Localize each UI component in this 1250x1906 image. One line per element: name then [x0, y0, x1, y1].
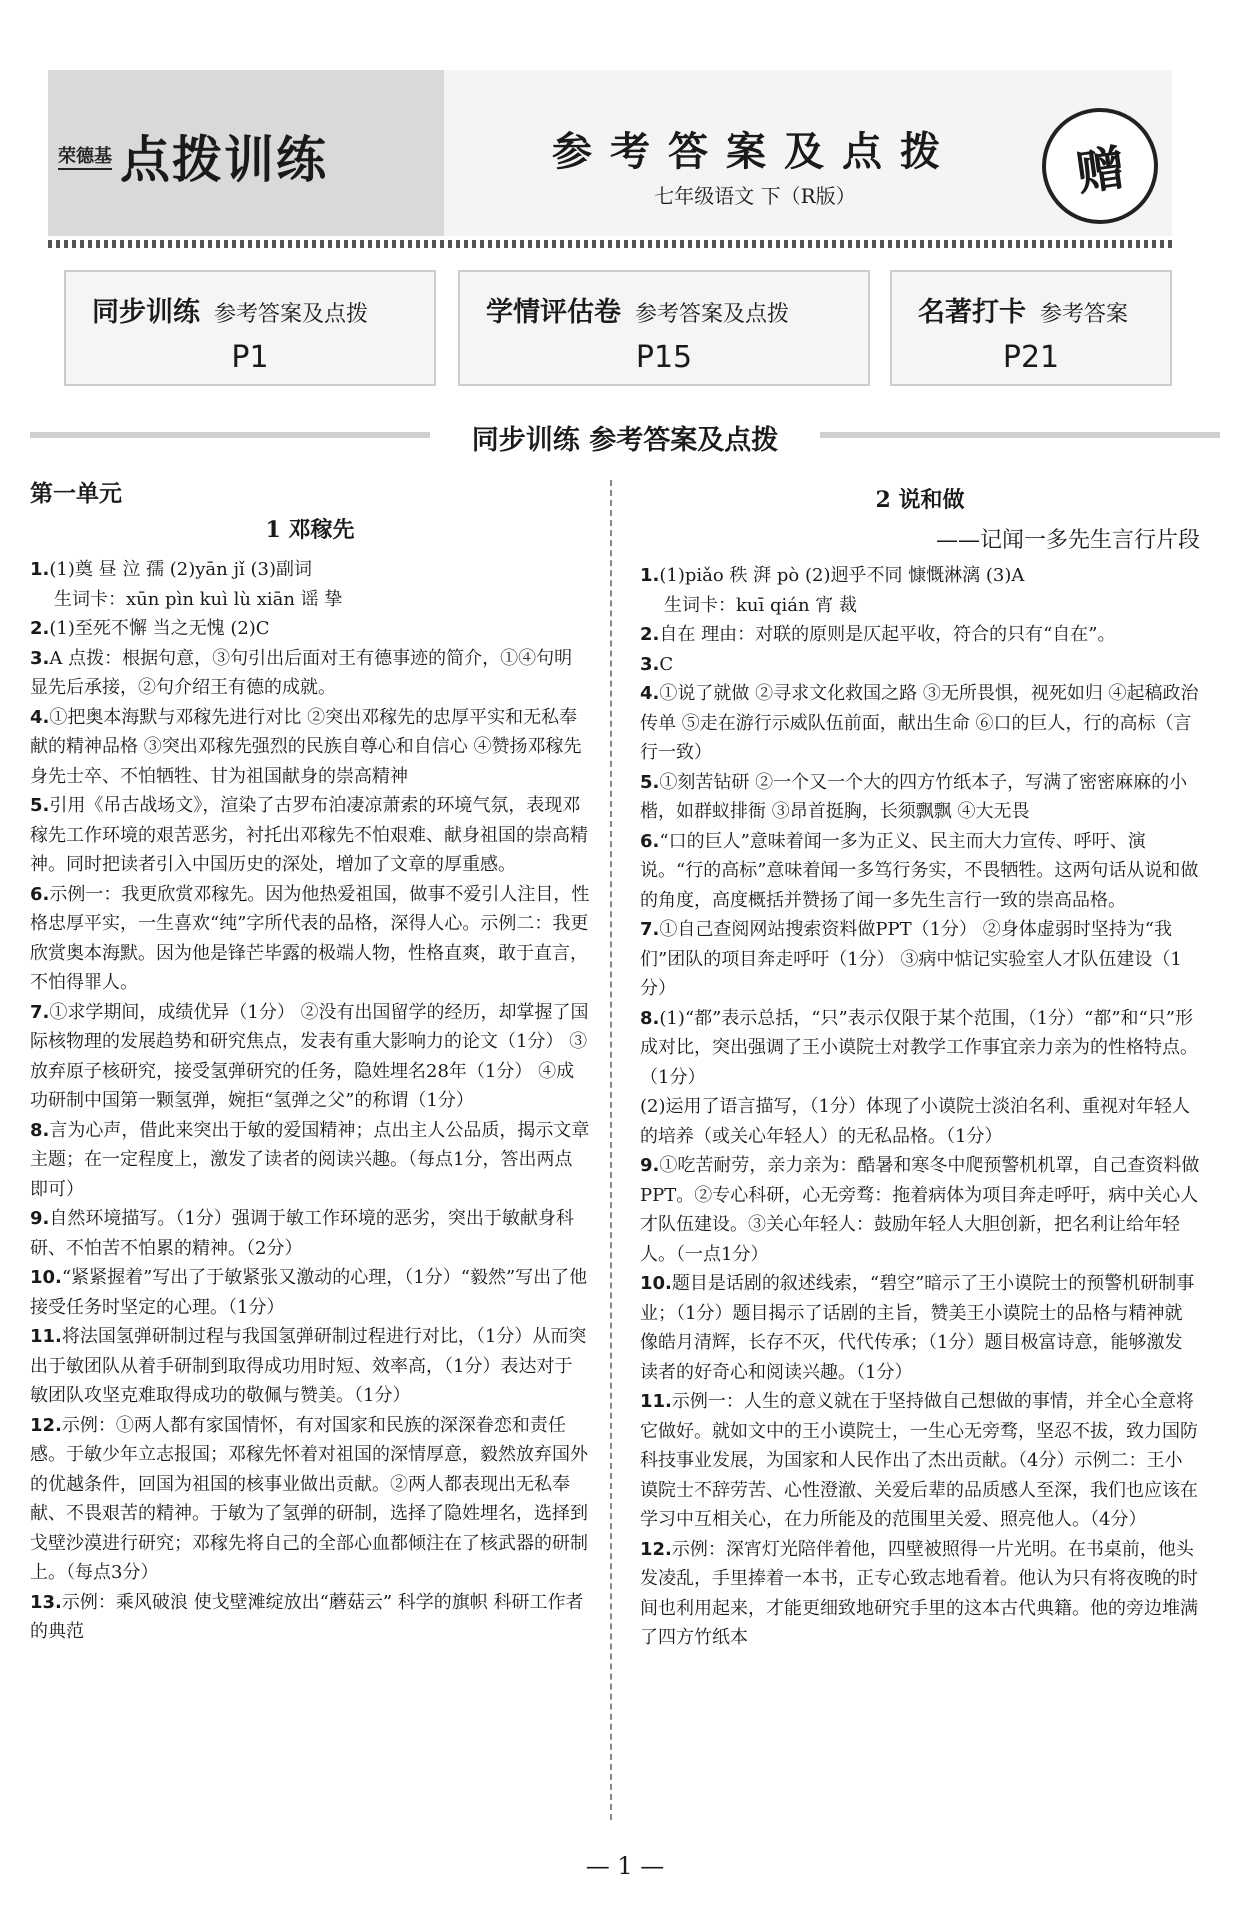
- answer-text: 生词卡：xūn pìn kuì lù xiān 谣 挚: [54, 588, 343, 610]
- answer-item: [30, 1116, 590, 1205]
- left-answer-list: [30, 555, 590, 1647]
- answer-number: 11.: [30, 1326, 62, 1347]
- answer-text: ①自己查阅网站搜索资料做PPT（1分） ②身体虚弱时坚持为“我们”团队的项目奔走呼吁（1分） ③病中惦记实验室人才队伍建设（1分）: [640, 919, 1182, 999]
- answer-number: 10.: [30, 1267, 62, 1288]
- answer-item: [54, 585, 590, 615]
- lesson-subtitle: ——记闻一多先生言行片段: [935, 527, 1200, 553]
- answer-number: 4.: [30, 706, 50, 728]
- answer-text: 示例一：人生的意义就在于坚持做自己想做的事情，并全心全意将它做好。就如文中的王小谟院士，一生心无旁骛，坚忍不拔，致力国防科技事业发展，为国家和人民作出了杰出贡献。（4分）示例二：王小谟院士不辞劳苦、心性澄澈、关爱后辈的品质感人至深，我们也应该在学习中互相关心，在力所能及的范围里关爱、照亮他人。（4分）: [640, 1391, 1198, 1530]
- answer-text: 生词卡：kuī qián 宵 裁: [664, 594, 858, 616]
- dashed-rule: [48, 240, 1172, 248]
- box-page: P1: [231, 340, 269, 375]
- answer-number: 8.: [640, 1007, 660, 1029]
- answer-item: [640, 1004, 1200, 1093]
- box-subtitle: 参考答案及点拨: [214, 302, 369, 327]
- answer-number: 9.: [30, 1208, 50, 1229]
- answer-item: [640, 1269, 1200, 1387]
- section-title: 同步训练 参考答案及点拨: [471, 425, 779, 456]
- box-page: P21: [1002, 340, 1060, 375]
- column-divider: [610, 480, 612, 1820]
- grade-subtitle: 七年级语文 下（R版）: [654, 184, 856, 208]
- answer-item: [30, 644, 590, 703]
- answer-number: 9.: [640, 1155, 660, 1176]
- answer-item: [30, 1204, 590, 1263]
- answer-item: [640, 768, 1200, 827]
- answer-number: 2.: [640, 624, 660, 645]
- answer-text: (1)至死不懈 当之无愧 (2)C: [49, 618, 270, 639]
- brand-big-text: 点拨训练: [120, 131, 328, 189]
- answer-text: ①刻苦钻研 ②一个又一个大的四方竹纸本子，写满了密密麻麻的小楷，如群蚁排衙 ③昂首挺胸，长须飘飘 ④大无畏: [640, 771, 1188, 822]
- answer-key-title: 参考答案及点拨: [552, 129, 958, 175]
- gift-badge: 赠: [1034, 100, 1165, 231]
- answer-item: [640, 650, 1200, 680]
- box-subtitle: 参考答案及点拨: [635, 302, 790, 327]
- answer-item: [30, 1588, 590, 1647]
- answer-number: 13.: [30, 1591, 62, 1613]
- answer-item: [30, 998, 590, 1116]
- answer-number: 12.: [30, 1414, 62, 1436]
- answer-item: [640, 1387, 1200, 1535]
- box-page: P15: [635, 340, 693, 375]
- answer-number: 8.: [30, 1119, 50, 1141]
- answer-text: (1)piǎo 秩 湃 pò (2)迥乎不同 慷慨淋漓 (3)A: [659, 565, 1025, 586]
- answer-item: [640, 679, 1200, 768]
- answer-text: ①吃苦耐劳，亲力亲为：酷暑和寒冬中爬预警机机罩，自己查资料做PPT。②专心科研，心无旁骛：拖着病体为项目奔走呼吁，病中关心人才队伍建设。③关心年轻人：鼓励年轻人大胆创新，把名利让给年轻人。（一点1分）: [640, 1155, 1200, 1265]
- answer-number: 1.: [30, 559, 50, 580]
- contents-box-sync: [64, 270, 436, 386]
- answer-item: [30, 880, 590, 998]
- answer-text: (2)运用了语言描写，（1分）体现了小谟院士淡泊名利、重视对年轻人的培养（或关心年轻人）的无私品格。（1分）: [640, 1096, 1190, 1147]
- answer-number: 7.: [640, 919, 660, 940]
- box-subtitle: 参考答案: [1040, 302, 1129, 327]
- answer-item: [640, 1151, 1200, 1269]
- answer-text: 将法国氢弹研制过程与我国氢弹研制过程进行对比，（1分）从而突出于敏团队从着手研制到取得成功用时短、效率高，（1分）表达对于敏团队攻坚克难取得成功的敬佩与赞美。（1分）: [30, 1326, 587, 1406]
- answer-text: 示例：①两人都有家国情怀，有对国家和民族的深深眷恋和责任感。于敏少年立志报国；邓稼先怀着对祖国的深情厚意，毅然放弃国外的优越条件，回国为祖国的核事业做出贡献。②两人都表现出无私奉献、不畏艰苦的精神。于敏为了氢弹的研制，选择了隐姓埋名，选择到戈壁沙漠进行研究；邓稼先将自己的全部心血都倾注在了核武器的研制上。（每点3分）: [30, 1414, 588, 1583]
- answer-number: 12.: [640, 1538, 672, 1560]
- answer-item: [30, 1411, 590, 1588]
- contents-box-classics: [890, 270, 1172, 386]
- answer-text: 自然环境描写。（1分）强调于敏工作环境的恶劣，突出于敏献身科研、不怕苦不怕累的精神。（2分）: [30, 1208, 574, 1259]
- answer-item: [664, 591, 1200, 621]
- answer-number: 1.: [640, 565, 660, 586]
- answer-text: A 点拨：根据句意，③句引出后面对王有德事迹的简介，①④句明显先后承接，②句介绍王有德的成就。: [30, 647, 573, 698]
- answer-item: [30, 1322, 590, 1411]
- contents-box-assessment: [458, 270, 870, 386]
- page-number: — 1 —: [585, 1852, 665, 1880]
- answer-item: [640, 1535, 1200, 1653]
- answer-text: 自在 理由：对联的原则是仄起平收，符合的只有“自在”。: [659, 624, 1116, 645]
- answer-item: [30, 614, 590, 644]
- box-title: 学情评估卷: [486, 297, 621, 328]
- answer-text: ①说了就做 ②寻求文化救国之路 ③无所畏惧，视死如归 ④起稿政治传单 ⑤走在游行示威队伍前面，献出生命 ⑥口的巨人，行的高标（言行一致）: [640, 683, 1199, 763]
- brand-small-text: 荣德基: [58, 142, 112, 170]
- answer-item: [640, 620, 1200, 650]
- answer-item: [640, 1092, 1200, 1151]
- lesson-heading: 2 说和做: [875, 487, 965, 513]
- answer-item: [640, 561, 1200, 591]
- answer-text: ①求学期间，成绩优异（1分） ②没有出国留学的经历，却掌握了国际核物理的发展趋势和研究焦点，发表有重大影响力的论文（1分） ③放弃原子核研究，接受氢弹研究的任务，隐姓埋名28年（1分） ④成功研制中国第一颗氢弹，婉拒“氢弹之父”的称谓（1分）: [30, 1001, 589, 1111]
- answer-number: 6.: [30, 883, 50, 905]
- answer-text: 言为心声，借此来突出于敏的爱国精神；点出主人公品质，揭示文章主题；在一定程度上，激发了读者的阅读兴趣。（每点1分，答出两点即可）: [30, 1119, 590, 1200]
- answer-number: 6.: [640, 830, 660, 852]
- answer-number: 3.: [640, 653, 660, 675]
- right-answer-list: [640, 561, 1200, 1653]
- answer-text: “紧紧握着”写出了于敏紧张又激动的心理，（1分）“毅然”写出了他接受任务时坚定的心理。（1分）: [30, 1267, 588, 1318]
- answer-text: (1)奠 昼 泣 孺 (2)yān jǐ (3)副词: [49, 559, 313, 580]
- answer-number: 4.: [640, 683, 660, 704]
- answer-number: 5.: [640, 771, 660, 793]
- box-title: 同步训练: [92, 297, 200, 328]
- answer-text: 示例：深宵灯光陪伴着他，四壁被照得一片光明。在书桌前，他头发凌乱，手里捧着一本书，正专心致志地看着。他认为只有将夜晚的时间也利用起来，才能更细致地研究手里的这本古代典籍。他的旁边堆满了四方竹纸本: [640, 1538, 1198, 1648]
- answer-text: 引用《吊古战场文》，渲染了古罗布泊凄凉萧索的环境气氛，表现邓稼先工作环境的艰苦恶劣，衬托出邓稼先不怕艰难、献身祖国的崇高精神。同时把读者引入中国历史的深处，增加了文章的厚重感。: [30, 795, 588, 875]
- answer-text: (1)“都”表示总括，“只”表示仅限于某个范围，（1分）“都”和“只”形成对比，突出强调了王小谟院士对教学工作事宜亲力亲为的性格特点。（1分）: [640, 1007, 1198, 1088]
- answer-text: 题目是话剧的叙述线索，“碧空”暗示了王小谟院士的预警机研制事业；（1分）题目揭示了话剧的主旨，赞美王小谟院士的品格与精神就像皓月清辉，长存不灭，代代传承；（1分）题目极富诗意，能够激发读者的好奇心和阅读兴趣。（1分）: [640, 1273, 1195, 1383]
- answer-number: 7.: [30, 1001, 50, 1023]
- answer-text: C: [659, 653, 674, 675]
- answer-text: 示例：乘风破浪 使戈壁滩绽放出“蘑菇云” 科学的旗帜 科研工作者的典范: [30, 1591, 584, 1642]
- answer-item: [640, 915, 1200, 1004]
- answer-item: [640, 827, 1200, 916]
- left-column: [30, 480, 590, 1647]
- answer-text: ①把奥本海默与邓稼先进行对比 ②突出邓稼先的忠厚平实和无私奉献的精神品格 ③突出邓稼先强烈的民族自尊心和自信心 ④赞扬邓稼先身先士卒、不怕牺牲、甘为祖国献身的崇高精神: [30, 706, 582, 787]
- answer-number: 5.: [30, 795, 50, 816]
- brand-logo: [58, 120, 328, 192]
- answer-item: [30, 703, 590, 792]
- lesson-heading: 1 邓稼先: [265, 516, 355, 543]
- answer-number: 11.: [640, 1391, 672, 1412]
- answer-text: “口的巨人”意味着闻一多为正义、民主而大力宣传、呼吁、演说。“行的高标”意味着闻一多笃行务实，不畏牺牲。这两句话从说和做的角度，高度概括并赞扬了闻一多先生言行一致的崇高品格。: [640, 830, 1199, 911]
- answer-number: 2.: [30, 618, 50, 639]
- answer-number: 3.: [30, 647, 50, 669]
- answer-item: [30, 555, 590, 585]
- answer-text: 示例一：我更欣赏邓稼先。因为他热爱祖国，做事不爱引人注目，性格忠厚平实，一生喜欢“纯”字所代表的品格，深得人心。示例二：我更欣赏奥本海默。因为他是锋芒毕露的极端人物，性格直爽，敢于直言，不怕得罪人。: [30, 883, 590, 993]
- unit-heading: 第一单元: [30, 481, 122, 507]
- box-title: 名著打卡: [918, 297, 1026, 328]
- answer-number: 10.: [640, 1273, 672, 1294]
- answer-item: [30, 791, 590, 880]
- answer-item: [30, 1263, 590, 1322]
- right-column: [640, 480, 1200, 1653]
